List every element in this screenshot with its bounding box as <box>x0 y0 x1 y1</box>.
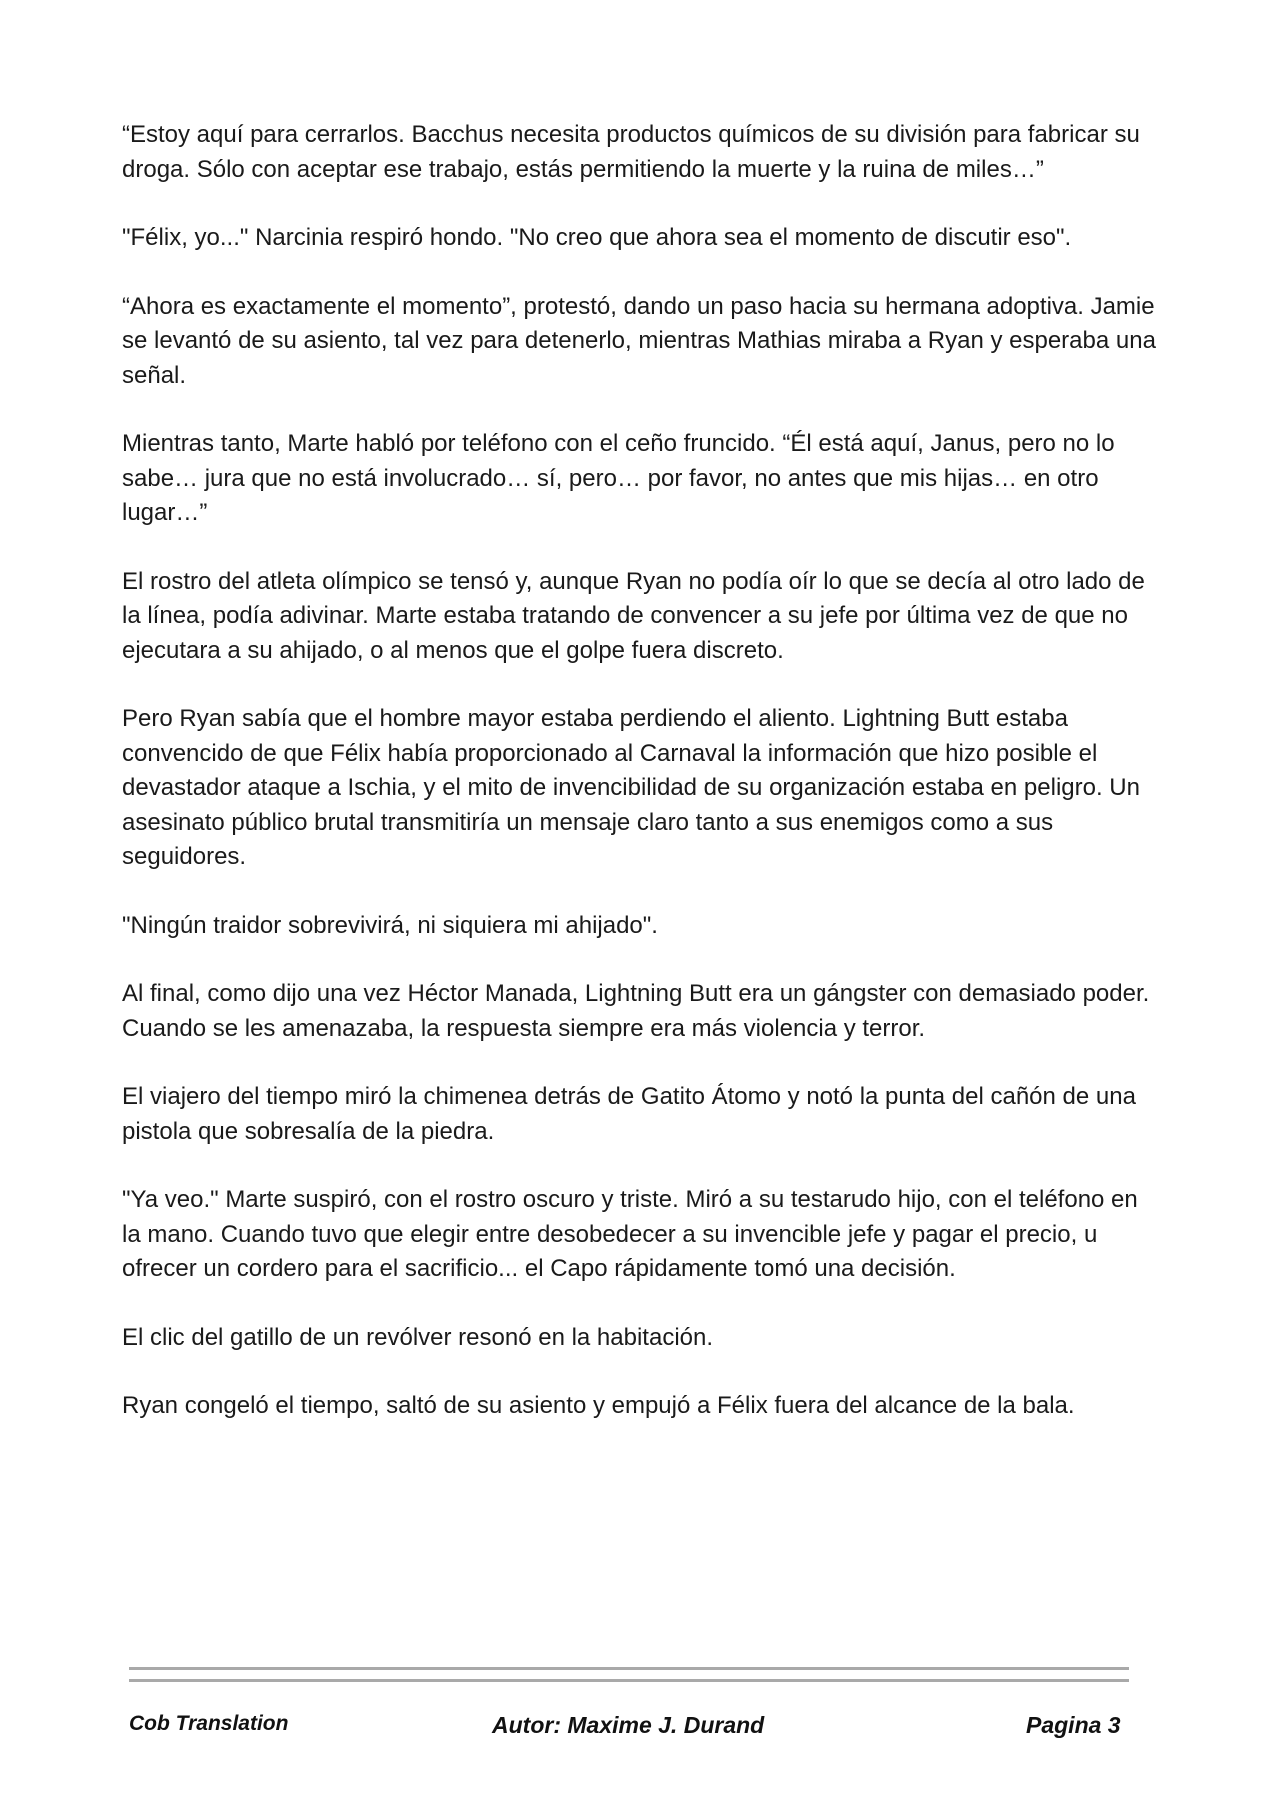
page-body <box>122 118 1162 1458</box>
paragraph: Pero Ryan sabía que el hombre mayor estaba perdiendo el aliento. Lightning Butt estaba convencido de que Félix había proporcionado al Carnaval la información que hizo posible el devastador ataque a Ischia, y el mito de invencibilidad de su organización estaba en peligro. Un asesinato público brutal transmitiría un mensaje claro tanto a sus enemigos como a sus seguidores. <box>122 705 1140 870</box>
paragraph: “Estoy aquí para cerrarlos. Bacchus necesita productos químicos de su división para fabricar su droga. Sólo con aceptar ese trabajo, estás permitiendo la muerte y la ruina de miles…” <box>122 121 1140 183</box>
paragraph: "Ningún traidor sobrevivirá, ni siquiera mi ahijado". <box>122 911 658 939</box>
paragraph: El rostro del atleta olímpico se tensó y, aunque Ryan no podía oír lo que se decía al otro lado de la línea, podía adivinar. Marte estaba tratando de convencer a su jefe por última vez de que no ejecutara a su ahijado, o al menos que el golpe fuera discreto. <box>122 567 1145 664</box>
footer-page-number: Pagina 3 <box>1026 1712 1121 1738</box>
paragraph: Mientras tanto, Marte habló por teléfono con el ceño fruncido. “Él está aquí, Janus, pero no lo sabe… jura que no está involucrado… sí, pero… por favor, no antes que mis hijas… en otro lugar…” <box>122 430 1115 526</box>
paragraph: El clic del gatillo de un revólver resonó en la habitación. <box>122 1323 714 1351</box>
footer-divider-bottom <box>129 1679 1129 1682</box>
footer-translator: Cob Translation <box>129 1712 289 1735</box>
paragraph: El viajero del tiempo miró la chimenea detrás de Gatito Átomo y notó la punta del cañón de una pistola que sobresalía de la piedra. <box>122 1083 1136 1145</box>
paragraph: "Félix, yo..." Narcinia respiró hondo. "No creo que ahora sea el momento de discutir eso". <box>122 224 1072 251</box>
paragraph: Al final, como dijo una vez Héctor Manada, Lightning Butt era un gángster con demasiado poder. Cuando se les amenazaba, la respuesta siempre era más violencia y terror. <box>122 980 1150 1042</box>
paragraph: “Ahora es exactamente el momento”, protestó, dando un paso hacia su hermana adoptiva. Jamie se levantó de su asiento, tal vez para detenerlo, mientras Mathias miraba a Ryan y esperaba una señal. <box>122 292 1156 389</box>
paragraph: "Ya veo." Marte suspiró, con el rostro oscuro y triste. Miró a su testarudo hijo, con el teléfono en la mano. Cuando tuvo que elegir entre desobedecer a su invencible jefe y pagar el precio, u ofrecer un cordero para el sacrificio... el Capo rápidamente tomó una decisión. <box>122 1186 1138 1282</box>
footer-divider-top <box>129 1667 1129 1670</box>
footer-author: Autor: Maxime J. Durand <box>492 1712 765 1738</box>
paragraph: Ryan congeló el tiempo, saltó de su asiento y empujó a Félix fuera del alcance de la bala. <box>122 1392 1075 1419</box>
